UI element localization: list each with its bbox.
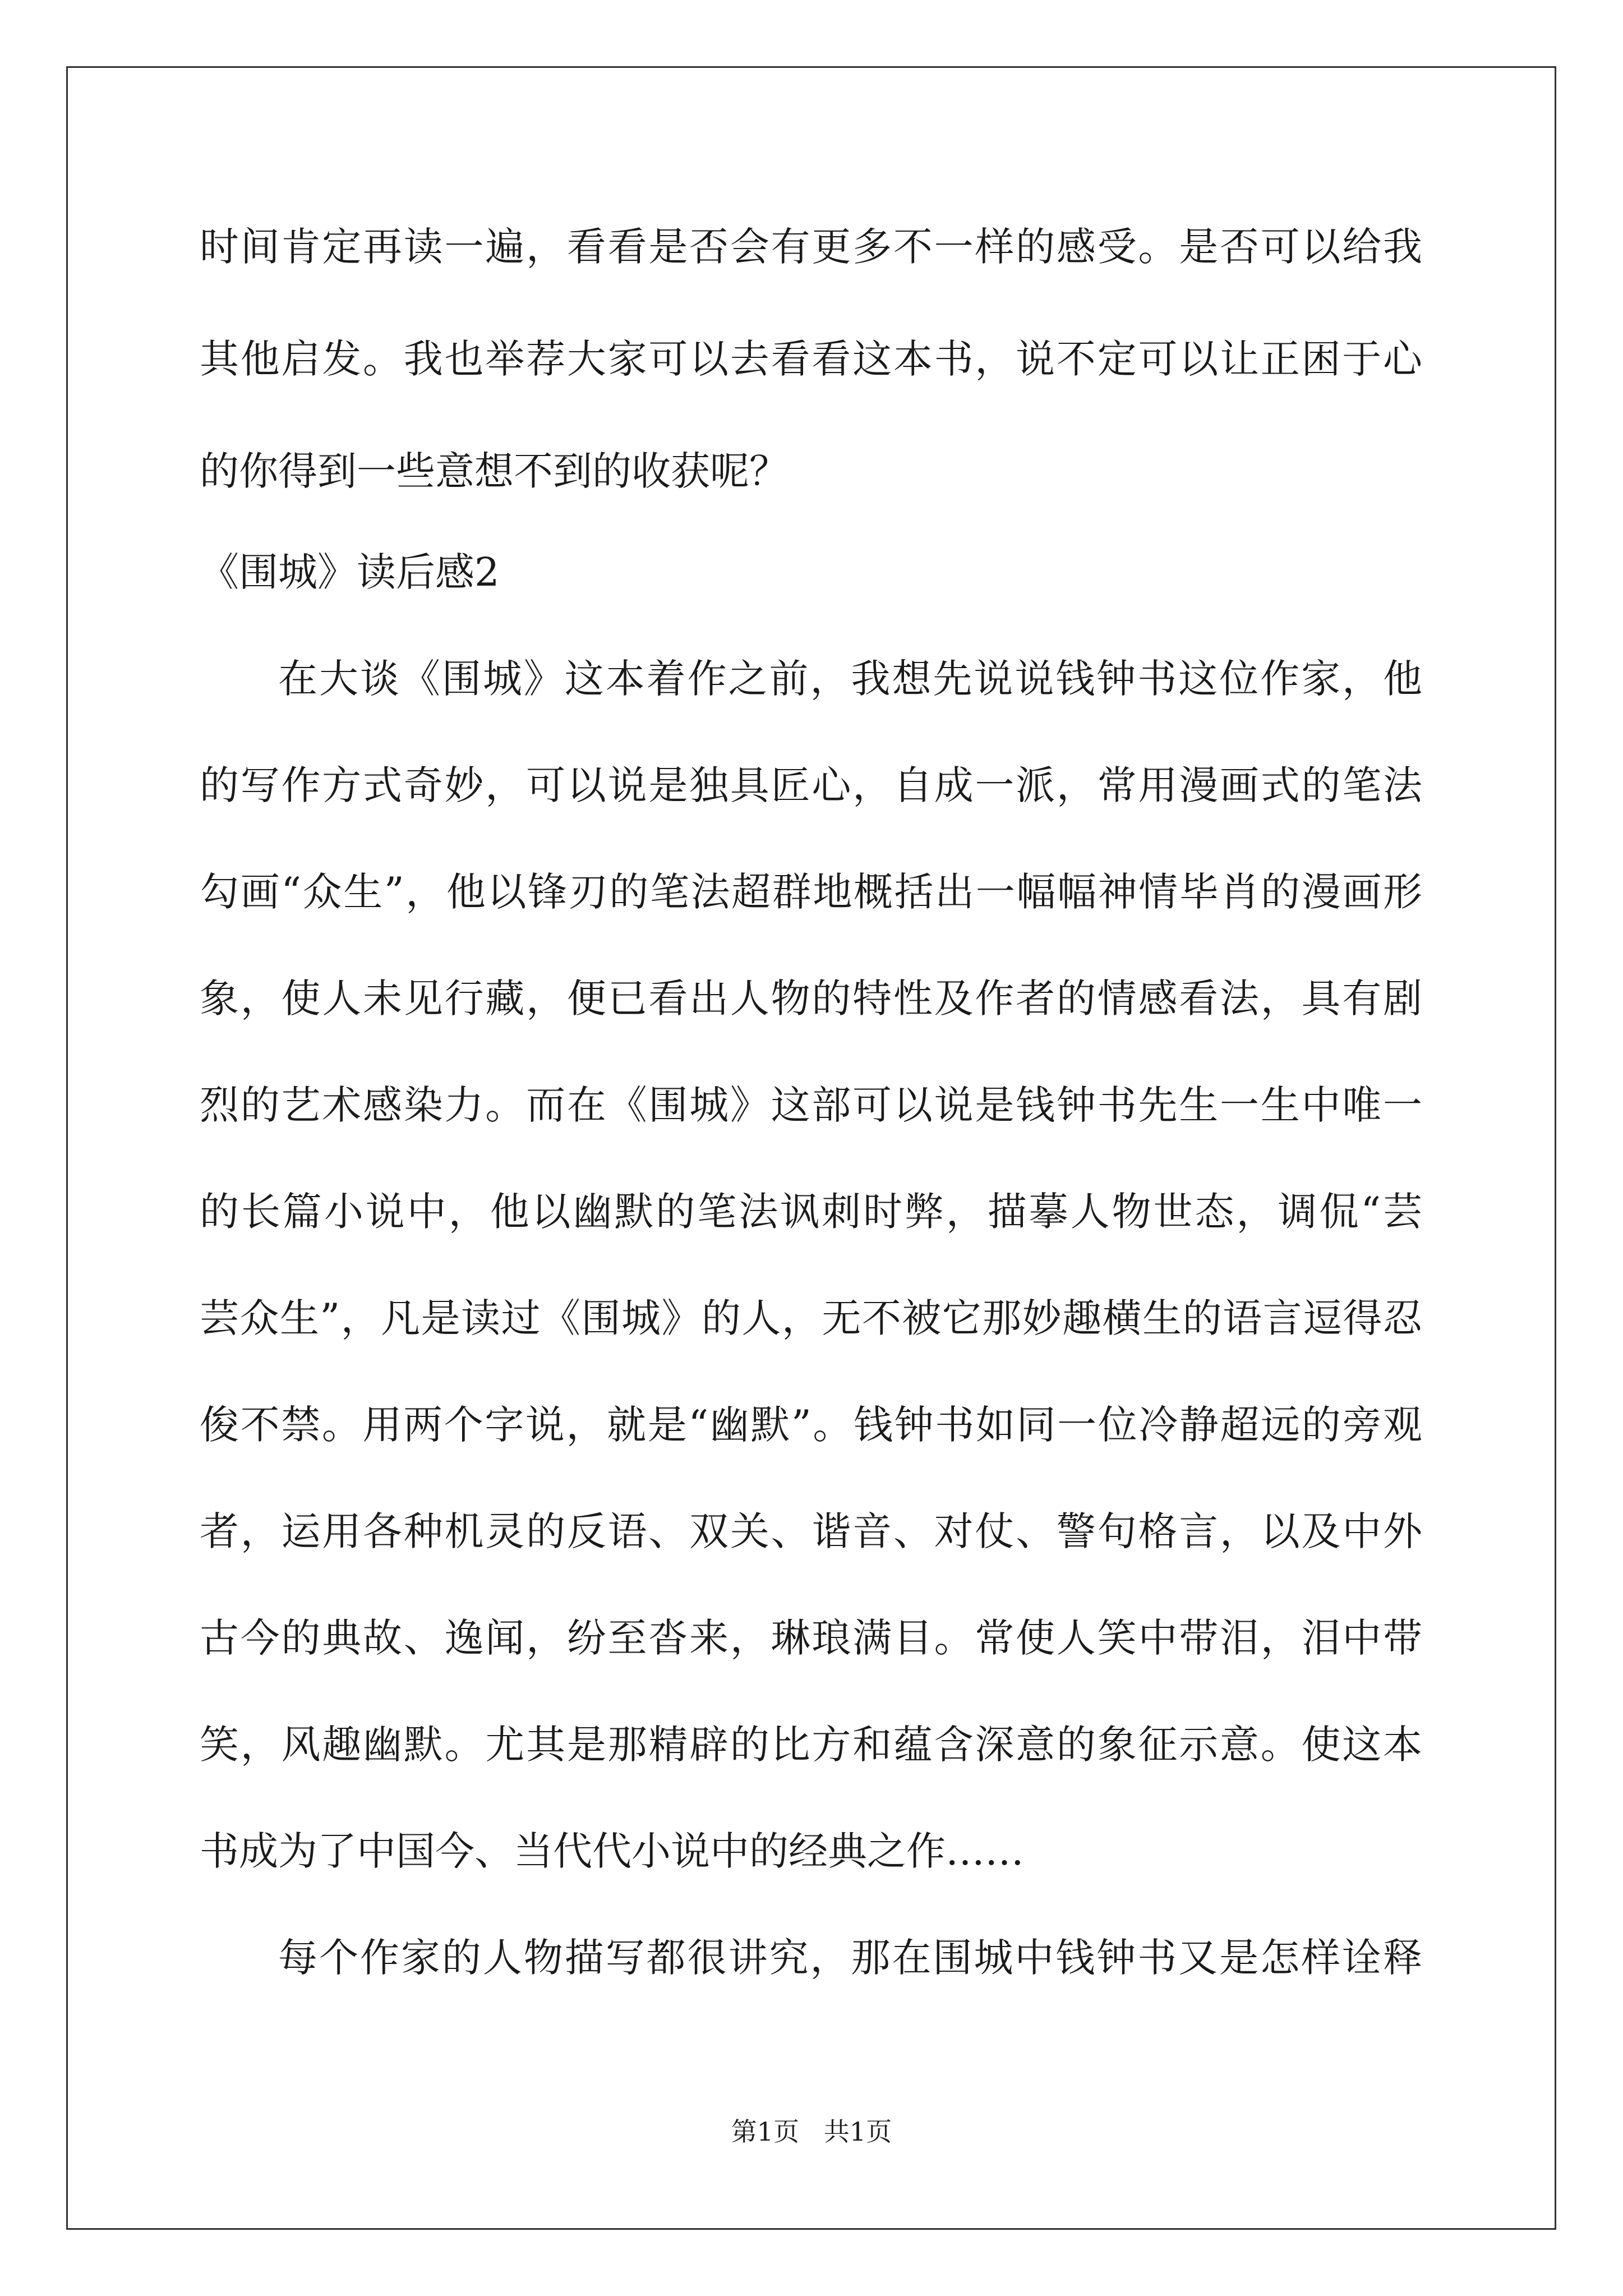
intro-line-2: 其他启发。我也举荐大家可以去看看这本书，说不定可以让正困于心 <box>200 336 1422 382</box>
paragraph1-line-4: 象，使人未见行藏，便已看出人物的特性及作者的情感看法，具有剧 <box>200 976 1422 1022</box>
paragraph1-line-10: 古今的典故、逸闻，纷至沓来，琳琅满目。常使人笑中带泪，泪中带 <box>200 1615 1422 1661</box>
intro-line-1: 时间肯定再读一遍，看看是否会有更多不一样的感受。是否可以给我 <box>200 224 1422 270</box>
paragraph1-line-1: 在大谈《围城》这本着作之前，我想先说说钱钟书这位作家，他 <box>278 656 1422 702</box>
paragraph1-line-6: 的长篇小说中，他以幽默的笔法讽刺时弊，描摹人物世态，调侃“芸 <box>200 1189 1422 1235</box>
page-border <box>66 66 1556 2230</box>
paragraph1-line-9: 者，运用各种机灵的反语、双关、谐音、对仗、警句格言，以及中外 <box>200 1508 1422 1554</box>
paragraph1-line-12: 书成为了中国今、当代代小说中的经典之作…… <box>200 1828 1024 1874</box>
paragraph1-line-11: 笑，风趣幽默。尤其是那精辟的比方和蕴含深意的象征示意。使这本 <box>200 1722 1422 1768</box>
paragraph1-line-5: 烈的艺术感染力。而在《围城》这部可以说是钱钟书先生一生中唯一 <box>200 1082 1422 1128</box>
paragraph1-line-2: 的写作方式奇妙，可以说是独具匠心，自成一派，常用漫画式的笔法 <box>200 762 1422 808</box>
section-heading: 《围城》读后感2 <box>200 549 500 595</box>
paragraph1-line-8: 俊不禁。用两个字说，就是“幽默”。钱钟书如同一位冷静超远的旁观 <box>200 1402 1422 1448</box>
paragraph1-line-3: 勾画“众生”，他以锋刃的笔法超群地概括出一幅幅神情毕肖的漫画形 <box>200 869 1422 915</box>
paragraph1-line-7: 芸众生”，凡是读过《围城》的人，无不被它那妙趣横生的语言逗得忍 <box>200 1295 1422 1341</box>
page-number-footer: 第1页 共1页 <box>731 2116 892 2147</box>
paragraph2-line-1: 每个作家的人物描写都很讲究，那在围城中钱钟书又是怎样诠释 <box>278 1935 1422 1981</box>
intro-line-3: 的你得到一些意想不到的收获呢？ <box>200 448 789 494</box>
